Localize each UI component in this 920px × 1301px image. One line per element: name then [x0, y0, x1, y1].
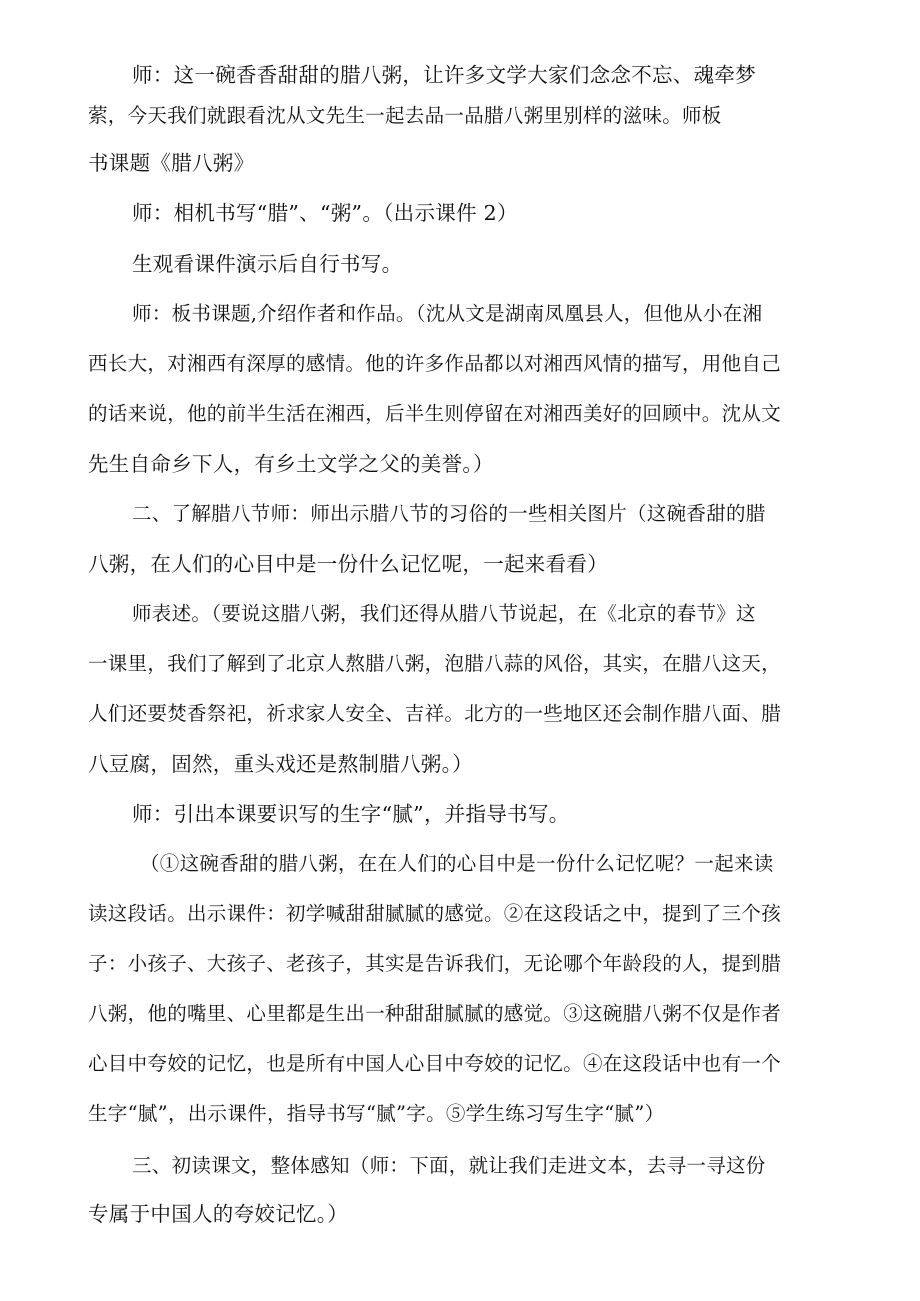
text-line: 师：这一碗香香甜甜的腊八粥，让许多文学大家们念念不忘、魂牵梦 [132, 63, 756, 87]
text-line: 子：小孩子、大孩子、老孩子，其实是告诉我们，无论哪个年龄段的人，提到腊 [88, 952, 782, 975]
text-line: 八粥，他的嘴里、心里都是生出一种甜甜腻腻的感觉。③这碗腊八粥不仅是作者 [88, 1002, 782, 1025]
text-line: 八豆腐，固然，重头戏还是熬制腊八粥。） [88, 752, 473, 776]
text-line: 师：引出本课要识写的生字“腻”，并指导书写。 [132, 802, 570, 826]
text-line: 先生自命乡下人，有乡土文学之父的美誉。） [88, 452, 494, 476]
text-line: （①这碗香甜的腊八粥，在在人们的心目中是一份什么记忆呢？一起来读 [140, 852, 774, 875]
text-line: 三、初读课文，整体感知（师：下面，就让我们走进文本，去寻一寻这份 [132, 1154, 766, 1177]
text-line: 专属于中国人的夸姣记忆。） [88, 1202, 349, 1226]
text-line: 生字“腻”，出示课件，指导书写“腻”字。⑤学生练习写生字“腻”） [88, 1102, 665, 1125]
text-line: 人们还要焚香祭祀，祈求家人安全、吉祥。北方的一些地区还会制作腊八面、腊 [88, 702, 782, 725]
text-line: 一课里，我们了解到了北京人熬腊八粥，泡腊八蒜的风俗，其实，在腊八这天， [88, 652, 782, 675]
text-line: 八粥，在人们的心目中是一份什么记忆呢，一起来看看） [88, 552, 608, 576]
text-line: 师表述。（要说这腊八粥，我们还得从腊八节说起，在《北京的春节》这 [132, 602, 756, 625]
text-line: 心目中夸姣的记忆，也是所有中国人心目中夸姣的记忆。④在这段话中也有一个 [88, 1052, 782, 1075]
text-line: 萦，今天我们就跟看沈从文先生一起去品一品腊八粥里别样的滋味。师板 [88, 104, 722, 127]
text-line: 生观看课件演示后自行书写。 [132, 252, 403, 276]
text-line: 的话来说，他的前半生活在湘西，后半生则停留在对湘西美好的回顾中。沈从文 [88, 402, 782, 425]
text-line: 西长大，对湘西有深厚的感情。他的许多作品都以对湘西风情的描写，用他自己 [88, 352, 782, 375]
text-line: 师：板书课题,介绍作者和作品。（沈从文是湖南凤凰县人，但他从小在湘 [132, 302, 763, 325]
text-line: 读这段话。出示课件：初学喊甜甜腻腻的感觉。②在这段话之中，提到了三个孩 [88, 902, 782, 925]
text-line: 师：相机书写“腊”、“粥”。（出示课件 2） [132, 201, 518, 225]
text-line: 书课题《腊八粥》 [88, 151, 255, 175]
text-line: 二、了解腊八节师：师出示腊八节的习俗的一些相关图片（这碗香甜的腊 [132, 502, 766, 525]
